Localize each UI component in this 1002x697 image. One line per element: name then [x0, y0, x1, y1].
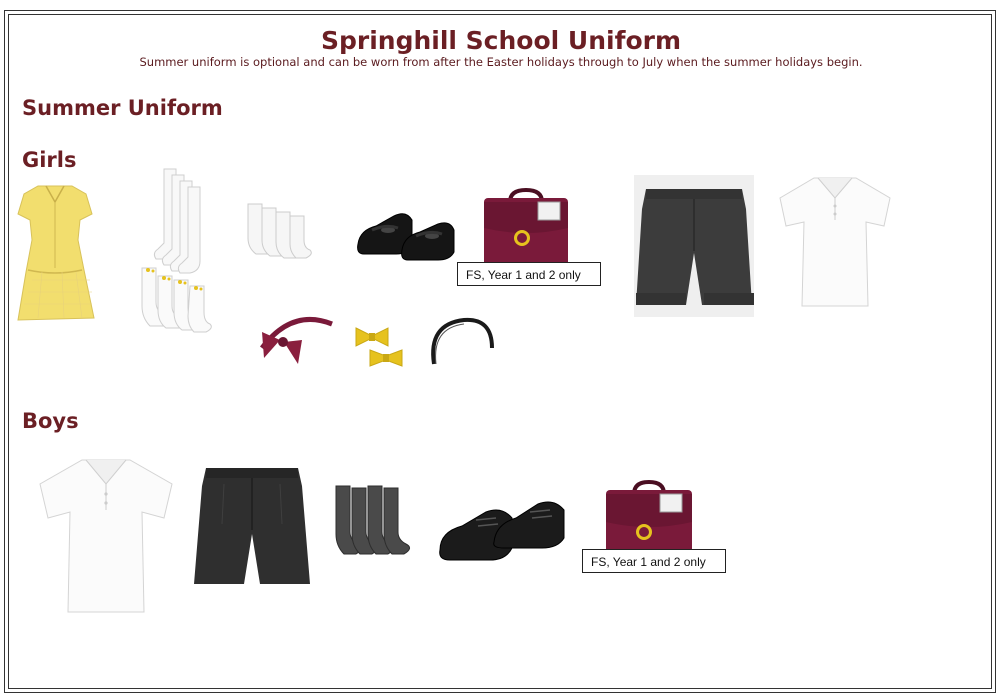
yellow-bow-clips-icon [350, 322, 412, 368]
white-polo-shirt-icon [38, 450, 174, 616]
grey-shorts-icon [634, 175, 754, 317]
grey-socks-icon [332, 482, 424, 568]
black-lace-shoes-icon [436, 492, 568, 572]
page-title: Springhill School Uniform [320, 26, 682, 55]
grey-shorts-icon [194, 464, 310, 588]
black-mary-jane-shoes-icon [352, 200, 460, 268]
maroon-bow-headband-icon [256, 312, 336, 368]
white-ankle-socks-icon [244, 200, 316, 266]
boys-bookbag-note: FS, Year 1 and 2 only [582, 549, 726, 573]
white-polo-shirt-icon [778, 168, 892, 310]
white-knee-socks-icon [150, 165, 214, 275]
boys-heading: Boys [22, 409, 79, 433]
white-frilly-socks-icon [138, 262, 216, 334]
page-subtitle: Summer uniform is optional and can be worn from after the Easter holidays through to July when the summer holidays begin. [139, 55, 863, 69]
girls-heading: Girls [22, 148, 77, 172]
girls-bookbag-note: FS, Year 1 and 2 only [457, 262, 601, 286]
yellow-gingham-dress-icon [12, 180, 98, 328]
black-headband-icon [426, 314, 496, 370]
summer-uniform-heading: Summer Uniform [22, 96, 223, 120]
